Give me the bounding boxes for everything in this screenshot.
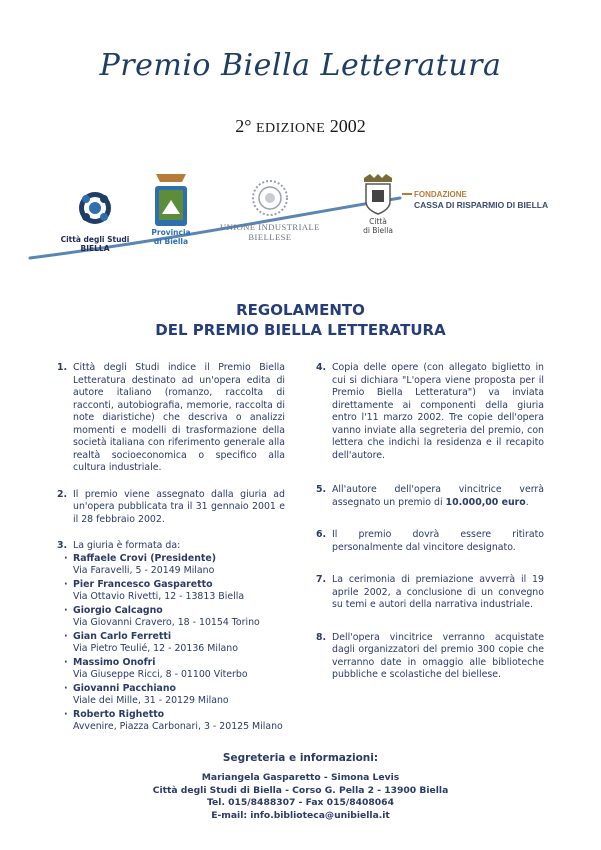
- edition-word: EDIZIONE: [255, 121, 326, 136]
- jury-intro: La giuria è formata da:: [73, 540, 181, 551]
- regulation-heading: [0, 300, 601, 340]
- jury-member-address: Via Ottavio Rivetti, 12 - 13813 Biella: [73, 591, 245, 602]
- rule-text-after: .: [525, 496, 529, 508]
- rule-item-8: [316, 632, 544, 682]
- sponsor-logos: [0, 160, 601, 270]
- rule-text: [332, 484, 544, 509]
- rule-text: Copia delle opere (con allegato biglietto in cui si dichiara "L'opera viene proposta per il Premio Biella Letteratura") va inviata direttamente ai componenti della giuria entro l'11 marzo 2002. Tre copie dell'opera vanno inviate alla segreteria del premio, con lettera che indichi la residenza e il recapito dell'autore.: [332, 362, 544, 461]
- jury-member-name: · Giovanni Pacchiano: [73, 683, 285, 696]
- rule-text: Città degli Studi indice il Premio Biella Letteratura destinato ad un'opera edita di autore italiano (romanzo, raccolta di racconti, autobiografia, memorie, raccolta di note diaristiche) che descriva o analizzi momenti e modelli di trasformazione della società italiana con riferimento generale alla realtà socioeconomica o specifico alla cultura industriale.: [73, 362, 285, 473]
- rule-number: 8.: [316, 631, 327, 643]
- unione-label: [213, 222, 327, 242]
- rule-number: 2.: [57, 488, 68, 500]
- rule-number: 1.: [57, 362, 68, 373]
- jury-member-name: · Massimo Onofri: [73, 657, 285, 670]
- jury-member-name: · Raffaele Crovi (Presidente): [73, 553, 285, 566]
- contact-footer: [0, 752, 601, 822]
- rule-text: Il premio dovrà essere ritirato personalmente dal vincitore designato.: [332, 529, 544, 553]
- rule-text: Il premio viene assegnato dalla giuria ad un'opera pubblicata tra il 31 gennaio 2001 e il 28 febbraio 2002.: [73, 488, 285, 525]
- citta-line1: Città: [369, 217, 387, 226]
- rule-item-5: [316, 484, 544, 509]
- jury-member-name: · Roberto Righetto: [73, 709, 285, 722]
- contact-address: Città degli Studi di Biella - Corso G. Pella 2 - 13900 Biella: [152, 784, 449, 796]
- provincia-line1: Provincia: [151, 228, 191, 237]
- rule-text: La cerimonia di premiazione avverrà il 19 aprile 2002, a conclusione di un convegno su temi e autori della narrativa industriale.: [332, 574, 544, 610]
- unione-industriale-seal-icon: [253, 181, 287, 215]
- regulation-line1: REGOLAMENTO: [236, 301, 365, 319]
- regulation-line2: DEL PREMIO BIELLA LETTERATURA: [155, 321, 446, 339]
- jury-member-name: · Gian Carlo Ferretti: [73, 631, 285, 644]
- rule-item-2: [57, 489, 285, 527]
- citta-studi-line2: BIELLA: [80, 244, 110, 253]
- jury-member-address: Avvenire, Piazza Carbonari, 3 - 20125 Milano: [73, 721, 283, 732]
- jury-member-name: · Giorgio Calcagno: [73, 605, 285, 618]
- rule-text: Dell'opera vincitrice verranno acquistate dagli organizzatori del premio 300 copie che verranno date in omaggio alle biblioteche pubbliche e scolastiche del biellese.: [332, 631, 544, 680]
- contact-names: Mariangela Gasparetto - Simona Levis: [201, 772, 400, 783]
- edition-line: [0, 116, 601, 137]
- edition-year: 2002: [329, 116, 366, 136]
- provincia-label: [145, 228, 197, 246]
- document-title: Premio Biella Letteratura: [99, 48, 502, 83]
- contact-phone: Tel. 015/8488307 - Fax 015/8408064: [207, 797, 394, 808]
- provincia-crest-icon: [155, 174, 187, 226]
- fondazione-line1: FONDAZIONE: [414, 190, 467, 199]
- sponsor-graphics: [0, 160, 601, 270]
- citta-line2: di Biella: [363, 226, 393, 235]
- citta-studi-line1: Città degli Studi: [60, 235, 130, 244]
- rule-number: 7.: [316, 574, 327, 585]
- rule-item-1: [57, 362, 285, 475]
- rule-item-6: [316, 529, 544, 554]
- contact-email[interactable]: E-mail: info.biblioteca@unibiella.it: [211, 809, 390, 821]
- rule-item-7: [316, 574, 544, 612]
- jury-member-address: Viale dei Mille, 31 - 20129 Milano: [73, 695, 229, 706]
- prize-amount: 10.000,00 euro: [445, 496, 526, 508]
- citta-label: [352, 217, 404, 235]
- unione-line2: BIELLESE: [248, 232, 292, 242]
- rule-number: 3.: [57, 540, 68, 551]
- unione-line1: UNIONE INDUSTRIALE: [220, 222, 320, 232]
- rule-text-before: All'autore dell'opera vincitrice verrà assegnato un premio di: [332, 484, 544, 508]
- provincia-line2: di Biella: [153, 237, 189, 246]
- jury-member-address: Via Faravelli, 5 - 20149 Milano: [73, 565, 215, 576]
- contact-title: Segreteria e informazioni:: [222, 752, 379, 764]
- jury-member-address: Via Pietro Teulié, 12 - 20136 Milano: [73, 643, 238, 654]
- fondazione-line2: CASSA DI RISPARMIO DI BIELLA: [414, 200, 549, 210]
- jury-member-address: Via Giuseppe Ricci, 8 - 01100 Viterbo: [73, 669, 248, 680]
- jury-member-name: · Pier Francesco Gasparetto: [73, 579, 285, 592]
- rule-item-4: [316, 362, 544, 462]
- jury-member-address: Via Giovanni Cravero, 18 - 10154 Torino: [73, 617, 260, 628]
- fondazione-label: [414, 189, 574, 211]
- citta-studi-label: [48, 235, 142, 253]
- rule-number: 6.: [316, 529, 327, 540]
- rule-number: 4.: [316, 362, 327, 373]
- jury-list: [73, 553, 285, 734]
- rule-item-3: [57, 540, 285, 734]
- right-column: [316, 362, 544, 696]
- citta-studi-logo-icon: [79, 192, 111, 224]
- edition-prefix: 2°: [235, 116, 252, 136]
- citta-di-biella-crest-icon: [364, 174, 392, 214]
- left-column: [57, 362, 285, 748]
- rule-number: 5.: [316, 484, 327, 495]
